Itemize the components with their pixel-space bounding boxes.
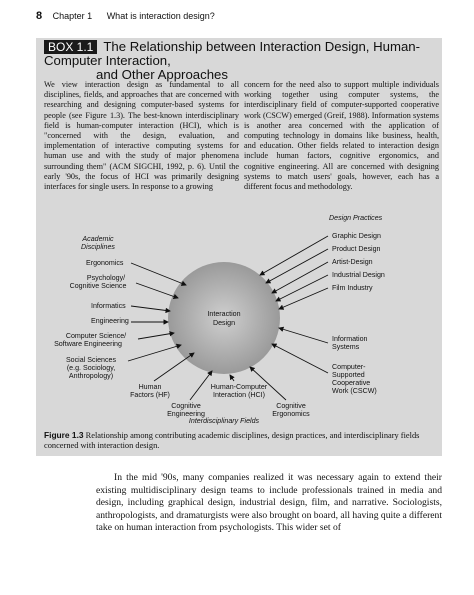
field-cscw-line3: Cooperative: [332, 379, 371, 387]
field-cscw-line1: Computer-: [332, 363, 366, 371]
practice-industrial-design: Industrial Design: [332, 271, 385, 279]
field-information-systems-line1: Information: [332, 335, 368, 343]
group-label-design-practices: Design Practices: [329, 214, 383, 222]
group-label-disciplines: Disciplines: [81, 243, 115, 251]
relationship-diagram: [36, 213, 442, 428]
chapter-label: Chapter 1: [52, 11, 93, 21]
center-label-line2: Design: [212, 319, 236, 327]
field-human-factors-line1: Human: [138, 383, 162, 391]
box-column-right: concern for the need also to support multiple individuals working together using computer systems, the interdisciplinary field of computer-supported cooperative work (CSCW) emerged (Greif, 1988). Information systems is another area concerned with the application of computing technology in domains like business, health, and education. Other fields related to interaction design include human factors, cognitive ergonomics, and cognitive engineering. All are concerned with designing systems to match users' goals, however, each has a different focus and methodology.: [244, 80, 439, 192]
center-circle: [168, 262, 280, 374]
field-cscw-line2: Supported: [332, 371, 365, 379]
box-column-left: We view interaction design as fundamental to all disciplines, fields, and approaches that are concerned with researching and designing computer-based systems for people (see Figure 1.3). The best-known interdisciplinary field is human-computer interaction (HCI), which is "concerned with the design, evaluation, and implementation of interactive computing systems for human use and with the study of major phenomena surrounding them" (ACM SIGCHI, 1992, p. 6). Until the early '90s, the focus of HCI was primarily designing interfaces for single users. In response to a growing: [44, 80, 239, 192]
box-title: [44, 40, 442, 82]
field-hci-line1: Human-Computer: [210, 383, 268, 391]
field-cognitive-engineering-line1: Cognitive: [171, 402, 201, 410]
group-label-academic: Academic: [82, 235, 114, 243]
academic-anthropology: Anthropology): [68, 372, 114, 380]
box-title-line1: The Relationship between Interaction Design, Human-Computer Interaction,: [44, 39, 421, 68]
center-label-line1: Interaction: [207, 310, 241, 318]
box-label: BOX 1.1: [44, 40, 97, 54]
figure-label: Figure 1.3: [44, 430, 84, 440]
academic-software-engineering: Software Engineering: [54, 340, 122, 348]
academic-engineering: Engineering: [91, 317, 129, 325]
group-label-interdisciplinary: Interdisciplinary Fields: [188, 417, 260, 425]
practice-artist-design: Artist-Design: [332, 258, 373, 266]
field-cognitive-ergonomics-line1: Cognitive: [276, 402, 306, 410]
chapter-title: What is interaction design?: [106, 11, 215, 21]
page-header: [36, 10, 215, 22]
academic-computer-science: Computer Science/: [65, 332, 127, 340]
academic-social-sciences: Social Sciences: [65, 356, 117, 364]
figure-caption-text: Relationship among contributing academic disciplines, design practices, and interdisciplinary fields concerned with interaction design.: [44, 431, 420, 450]
academic-sociology: (e.g. Sociology,: [66, 364, 116, 372]
field-hci-line2: Interaction (HCI): [212, 391, 266, 399]
academic-psychology: Psychology/: [86, 274, 126, 282]
field-cscw-line4: Work (CSCW): [332, 387, 377, 395]
academic-ergonomics: Ergonomics: [86, 259, 124, 267]
practice-product-design: Product Design: [332, 245, 381, 253]
field-human-factors-line2: Factors (HF): [130, 391, 170, 399]
field-cognitive-ergonomics-line2: Ergonomics: [272, 410, 310, 418]
academic-informatics: Informatics: [91, 302, 126, 310]
box-title-line2: and Other Approaches: [96, 67, 228, 82]
sidebar-box: [36, 38, 442, 456]
field-cognitive-engineering-line2: Engineering: [167, 410, 205, 418]
page-number: 8: [36, 10, 43, 22]
figure-caption: [44, 430, 439, 451]
practice-graphic-design: Graphic Design: [332, 232, 381, 240]
practice-film-industry: Film Industry: [332, 284, 373, 292]
academic-cognitive-science: Cognitive Science: [69, 282, 127, 290]
field-information-systems-line2: Systems: [332, 343, 360, 351]
body-paragraph: In the mid '90s, many companies realized it was necessary again to extend their existing multidisciplinary design teams to include professionals trained in media and design, including graphical design, industrial design, film, and narrative. Sociologists, anthropologists, and dramaturgists were also brought on board, all having quite a different take on human interaction from psychologists. This wider set of: [96, 472, 443, 533]
